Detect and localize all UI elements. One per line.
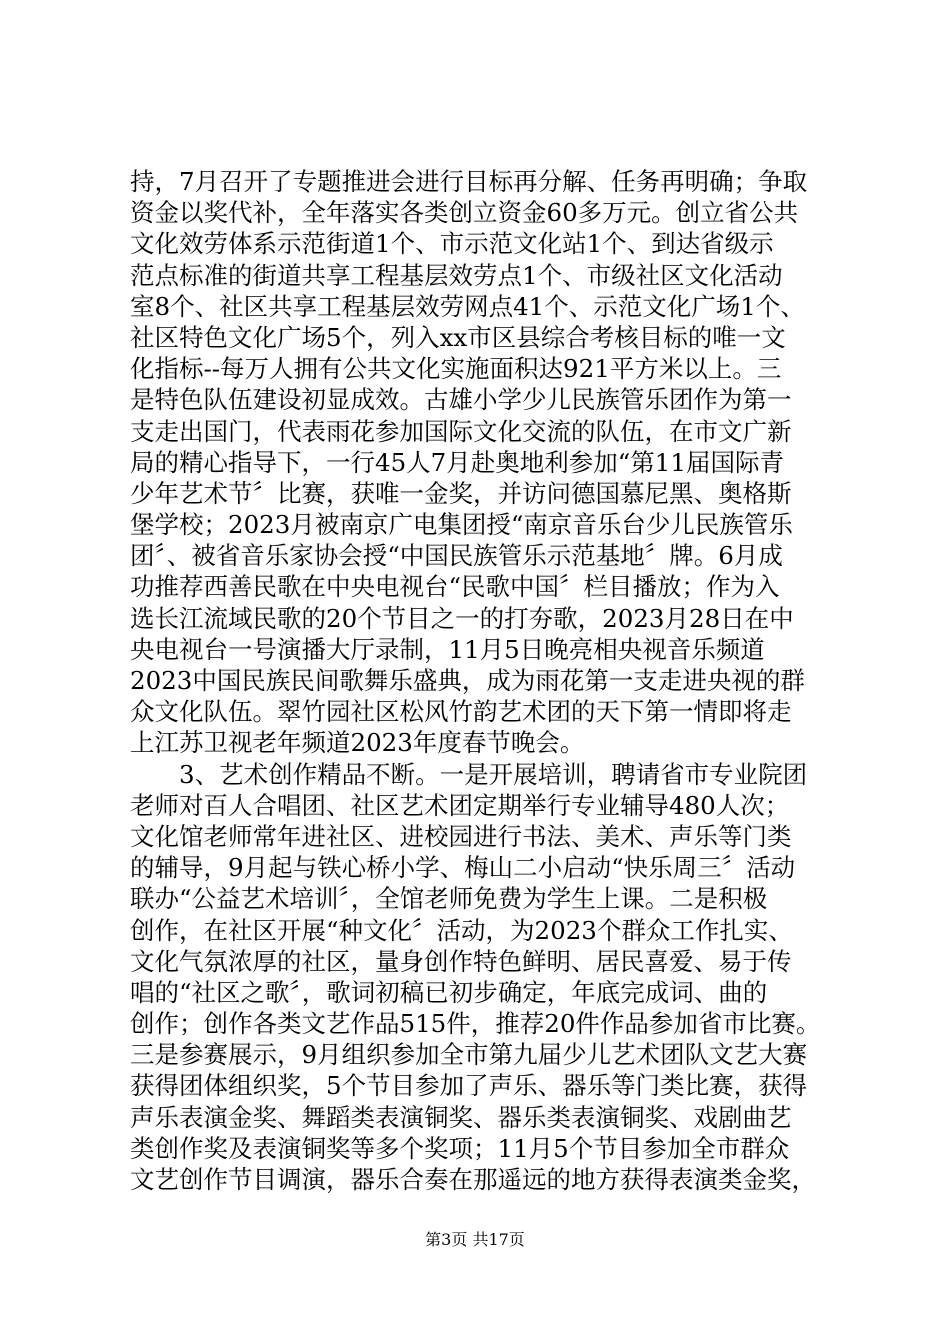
text-line: 资金以奖代补，全年落实各类创立资金60多万元。创立省公共 [130,198,799,228]
text-line: 局的精心指导下，一行45人7月赴奥地利参加“第11届国际青 [130,447,784,477]
text-line: 2023中国民族民间歌舞乐盛典，成为雨花第一支走进央视的群 [130,666,805,695]
text-line: 文艺创作节目调演，器乐合奏在那遥远的地方获得表演类金奖， [130,1165,816,1194]
text-line: 堡学校；2023月被南京广电集团授“南京音乐台少儿民族管乐 [130,510,793,540]
document-body [130,166,830,1195]
page-number-label: 第3页 共17页 [425,1230,525,1249]
text-line: 室8个、社区共享工程基层效劳网点41个、示范文化广场1个、 [130,291,805,321]
text-line: 类创作奖及表演铜奖等多个奖项；11月5个节目参加全市群众 [130,1133,790,1163]
text-line: 众文化队伍。翠竹园社区松风竹韵艺术团的天下第一情即将走 [130,697,792,727]
text-line: 创作，在社区开展“种文化〞活动，为2023个群众工作扎实、 [130,915,793,945]
text-line: 创作；创作各类文艺作品515件，推荐20件作品参加省市比赛。 [130,1009,821,1039]
text-line: 文化效劳体系示范街道1个、市示范文化站1个、到达省级示 [130,229,774,259]
text-line: 功推荐西善民歌在中央电视台“民歌中国〞栏目播放；作为入 [130,572,780,602]
paragraph [130,166,830,759]
text-line: 化指标--每万人拥有公共文化实施面积达921平方米以上。三 [130,354,782,384]
text-line: 持，7月召开了专题推进会进行目标再分解、任务再明确；争取 [130,167,808,196]
text-line: 范点标准的街道共享工程基层效劳点1个、市级社区文化活动 [130,260,783,290]
text-line: 文化气氛浓厚的社区，量身创作特色鲜明、居民喜爱、易于传 [130,946,792,976]
text-line: 是特色队伍建设初显成效。古雄小学少儿民族管乐团作为第一 [130,385,792,415]
text-line: 的辅导，9月起与铁心桥小学、梅山二小启动“快乐周三〞活动 [130,853,796,883]
text-line: 团〞、被省音乐家协会授“中国民族管乐示范基地〞牌。6月成 [130,541,783,571]
text-line: 获得团体组织奖，5个节目参加了声乐、器乐等门类比赛，获得 [130,1071,808,1101]
text-line: 联办“公益艺术培训〞，全馆老师免费为学生上课。二是积极 [130,884,768,914]
text-line: 少年艺术节〞比赛，获唯一金奖，并访问德国慕尼黑、奥格斯 [130,478,792,508]
text-line: 央电视台一号演播大厅录制，11月5日晚亮相央视音乐频道 [130,634,765,664]
text-line: 声乐表演金奖、舞蹈类表演铜奖、器乐类表演铜奖、戏剧曲艺 [130,1102,792,1132]
page-footer [0,1230,950,1250]
paragraph [130,759,830,1196]
text-line: 唱的“社区之歌〞，歌词初稿已初步确定，年底完成词、曲的 [130,977,768,1007]
text-line: 3、艺术创作精品不断。一是开展培训，聘请省市专业院团 [179,759,808,789]
text-line: 文化馆老师常年进社区、进校园进行书法、美术、声乐等门类 [130,821,792,851]
text-line: 支走出国门，代表雨花参加国际文化交流的队伍，在市文广新 [130,416,792,446]
text-line: 选长江流域民歌的20个节目之一的打夯歌，2023月28日在中 [130,603,794,633]
text-line: 上江苏卫视老年频道2023年度春节晚会。 [130,728,585,758]
text-line: 三是参赛展示，9月组织参加全市第九届少儿艺术团队文艺大赛 [130,1040,808,1070]
text-line: 老师对百人合唱团、社区艺术团定期举行专业辅导480人次； [130,790,790,820]
text-line: 社区特色文化广场5个，列入xx市区县综合考核目标的唯一文 [130,322,786,352]
